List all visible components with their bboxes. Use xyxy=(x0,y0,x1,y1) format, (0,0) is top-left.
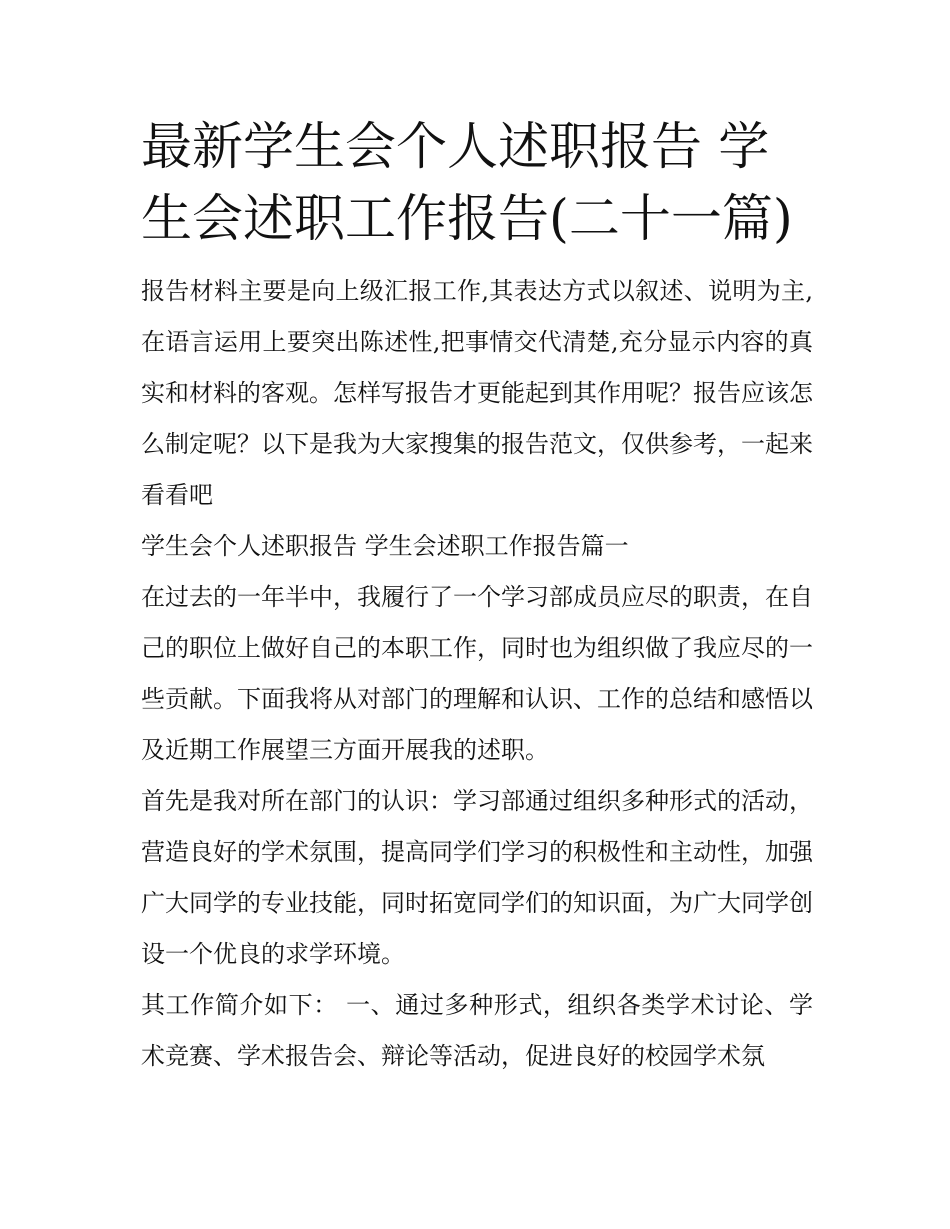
document-title: 最新学生会个人述职报告 学生会述职工作报告(二十一篇) xyxy=(141,118,793,249)
intro-paragraph: 报告材料主要是向上级汇报工作,其表达方式以叙述、说明为主,在语言运用上要突出陈述性,把事情交代清楚,充分显示内容的真实和材料的客观。怎样写报告才更能起到其作用呢？报告应该怎么制定呢？以下是我为大家搜集的报告范文，仅供参考，一起来看看吧 xyxy=(141,277,813,509)
body-paragraph-2: 首先是我对所在部门的认识：学习部通过组织多种形式的活动，营造良好的学术氛围，提高同学们学习的积极性和主动性，加强广大同学的专业技能，同时拓宽同学们的知识面，为广大同学创设一个优良的求学环境。 xyxy=(141,787,813,968)
document-page xyxy=(141,112,813,1082)
body-paragraph-1: 在过去的一年半中，我履行了一个学习部成员应尽的职责，在自己的职位上做好自己的本职工作，同时也为组织做了我应尽的一些贡献。下面我将从对部门的理解和认识、工作的总结和感悟以及近期工作展望三方面开展我的述职。 xyxy=(141,583,813,764)
section-heading: 学生会个人述职报告 学生会述职工作报告篇一 xyxy=(141,532,629,560)
body-paragraph-3: 其工作简介如下： 一、通过多种形式，组织各类学术讨论、学术竞赛、学术报告会、辩论等活动，促进良好的校园学术氛 xyxy=(141,991,813,1070)
